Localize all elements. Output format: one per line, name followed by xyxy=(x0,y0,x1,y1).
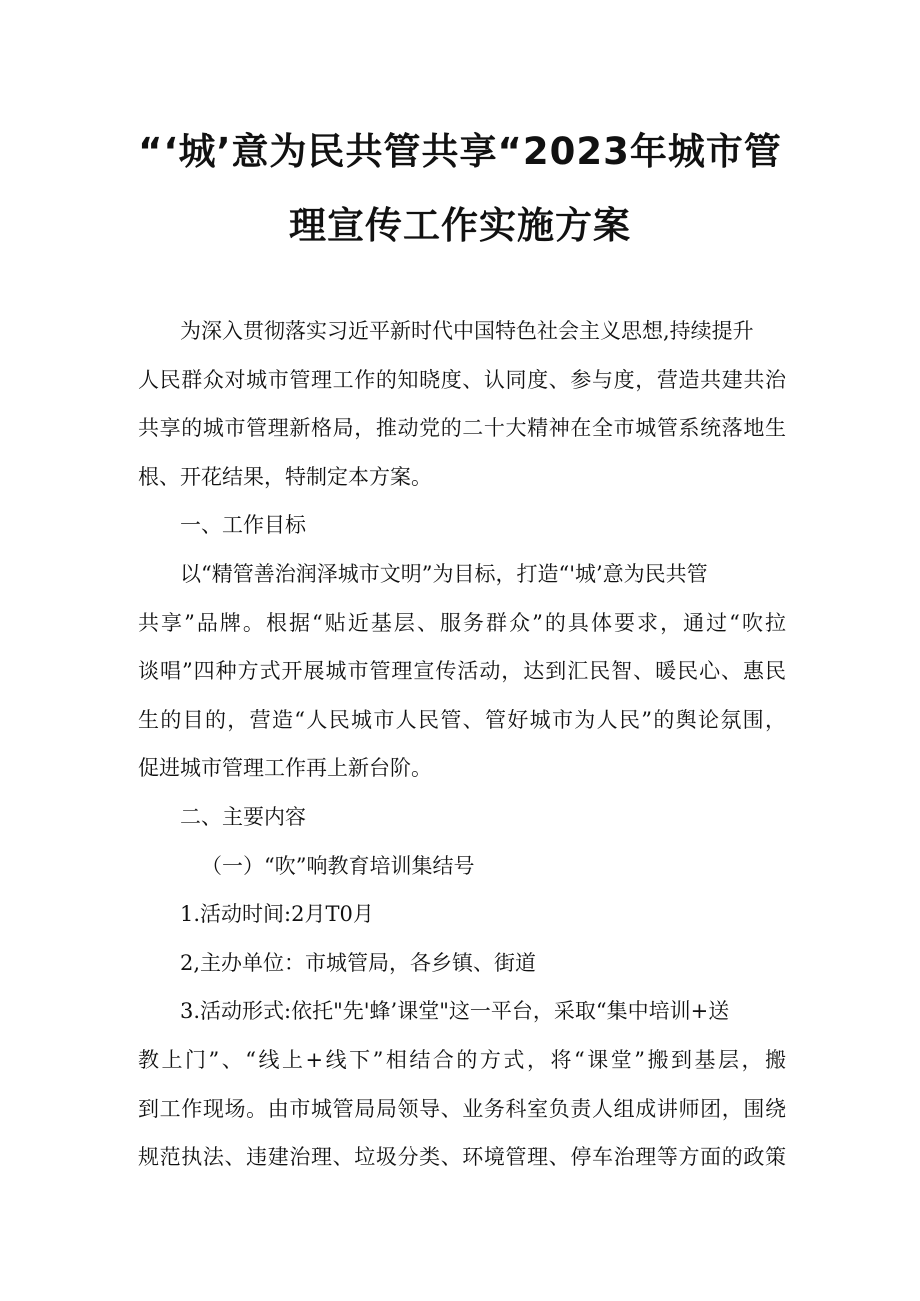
intro-paragraph xyxy=(138,307,786,501)
paragraph-line: 到工作现场。由市城管局局领导、业务科室负责人组成讲师团，围绕 xyxy=(138,1096,786,1121)
document-title-line-2: 理宣传工作实施方案 xyxy=(289,204,631,247)
section-heading xyxy=(138,793,786,842)
paragraph-line: 生的目的，营造“人民城市人民管、管好城市为人民”的舆论氛围， xyxy=(138,707,786,732)
paragraph-line: 2,主办单位：市城管局，各乡镇、街道 xyxy=(180,950,537,975)
document-title-line-1: “‘城’意为民共管共享“2023年城市管 xyxy=(138,130,782,173)
subsection-heading xyxy=(138,842,786,891)
paragraph-line: 以“精管善治润泽城市文明”为目标，打造“'城’意为民共管 xyxy=(180,561,708,586)
paragraph-line: 根、开花结果，特制定本方案。 xyxy=(138,464,432,489)
item-activity-time xyxy=(138,890,786,939)
paragraph-line: 1.活动时间:2月T0月 xyxy=(180,902,374,927)
paragraph-line: 人民群众对城市管理工作的知晓度、认同度、参与度，营造共建共治 xyxy=(138,367,786,392)
item-organizer xyxy=(138,939,786,988)
document-body xyxy=(138,307,786,1182)
heading-main-content: 二、主要内容 xyxy=(180,804,306,829)
goal-paragraph xyxy=(138,550,786,793)
paragraph-line: 促进城市管理工作再上新台阶。 xyxy=(138,756,432,781)
item-activity-form xyxy=(138,987,786,1181)
paragraph-line: 共享”品牌。根据“贴近基层、服务群众”的具体要求，通过“吹拉 xyxy=(138,610,786,635)
paragraph-line: 为深入贯彻落实习近平新时代中国特色社会主义思想,持续提升 xyxy=(180,319,754,343)
paragraph-line: 教上门”、“线上+线下”相结合的方式，将“课堂”搬到基层，搬 xyxy=(138,1047,786,1072)
heading-work-goal: 一、工作目标 xyxy=(180,513,306,538)
paragraph-line: 谈唱”四种方式开展城市管理宣传活动，达到汇民智、暖民心、惠民 xyxy=(138,659,786,684)
paragraph-line: 3.活动形式:依托"先'蜂’课堂"这一平台，采取“集中培训+送 xyxy=(180,999,730,1024)
subheading-chui: （一）“吹”响教育培训集结号 xyxy=(201,853,475,878)
paragraph-line: 共享的城市管理新格局，推动党的二十大精神在全市城管系统落地生 xyxy=(138,416,786,441)
section-heading xyxy=(138,501,786,550)
paragraph-line: 规范执法、违建治理、垃圾分类、环境管理、停车治理等方面的政策 xyxy=(138,1145,786,1170)
